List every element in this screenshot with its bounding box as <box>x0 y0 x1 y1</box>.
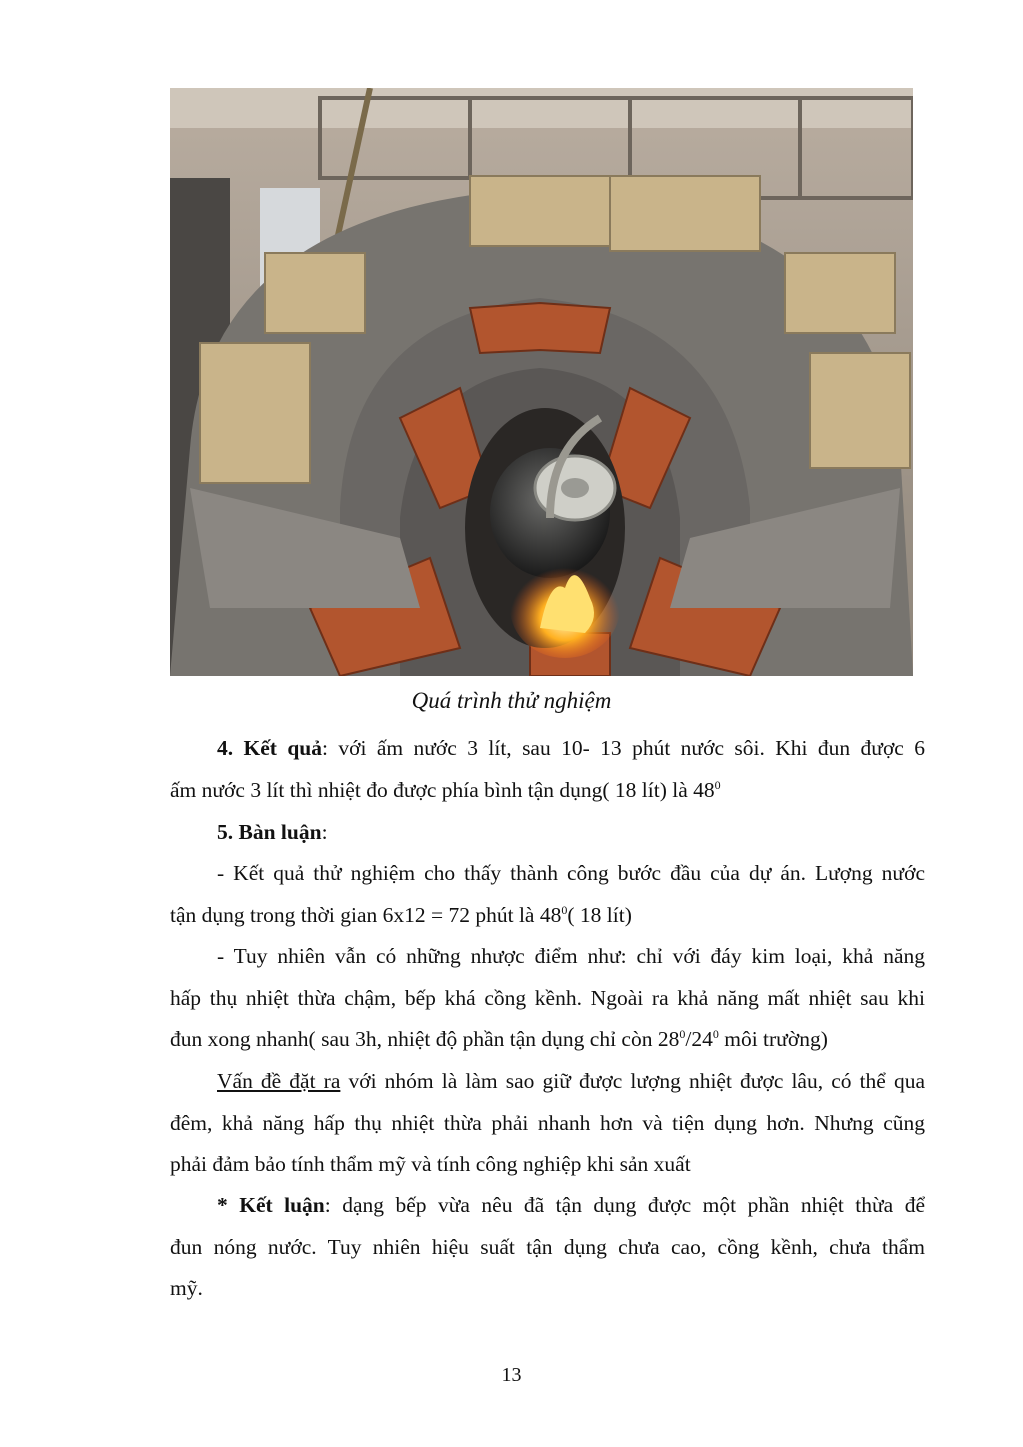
problem-paragraph: Vấn đề đặt ra với nhóm là làm sao giữ được lượng nhiệt được lâu, có thể qua đêm, khả năng hấp thụ nhiệt thừa phải nhanh hơn và tiện dụng hơn. Nhưng cũng phải đảm bảo tính thẩm mỹ và tính công nghiệp khi sản xuất <box>170 1069 925 1176</box>
discussion-heading: 5. Bàn luận: <box>217 820 328 844</box>
degree-superscript: 0 <box>714 777 721 792</box>
discussion-label: 5. Bàn luận <box>217 820 322 844</box>
results-line-1: 4. Kết quả: với ấm nước 3 lít, sau 10- 13 phút nước sôi. Khi đun được 6 <box>217 736 925 760</box>
discussion-paragraph-2: - Tuy nhiên vẫn có những nhược điểm như: chỉ với đáy kim loại, khả năng hấp thụ nhiệt thừa chậm, bếp khá cồng kềnh. Ngoài ra khả năng mất nhiệt sau khi đun xong nhanh( sau 3h, nhiệt độ phần tận dụng chỉ còn $28^0/24^0$ môi trường) <box>170 944 925 1051</box>
results-label: 4. Kết quả <box>217 736 323 760</box>
results-paragraph <box>170 728 925 811</box>
results-line-2: ấm nước 3 lít thì nhiệt đo được phía bình tận dụng( 18 lít) là $48^0$ <box>170 777 721 802</box>
discussion-paragraph-1: - Kết quả thử nghiệm cho thấy thành công bước đầu của dự án. Lượng nước tận dụng trong thời gian 6x12 = 72 phút là $48^0$( 18 lít) <box>170 861 925 927</box>
problem-underlined-phrase: Vấn đề đặt ra <box>217 1069 341 1093</box>
stove-photo <box>170 88 913 676</box>
conclusion-label: * Kết luận <box>217 1193 325 1217</box>
conclusion-paragraph: * Kết luận: dạng bếp vừa nêu đã tận dụng được một phần nhiệt thừa để đun nóng nước. Tuy nhiên hiệu suất tận dụng chưa cao, cồng kềnh, chưa thẩm mỹ. <box>170 1193 925 1300</box>
photo-caption: Quá trình thử nghiệm <box>411 688 612 713</box>
page-number: 13 <box>501 1364 522 1386</box>
